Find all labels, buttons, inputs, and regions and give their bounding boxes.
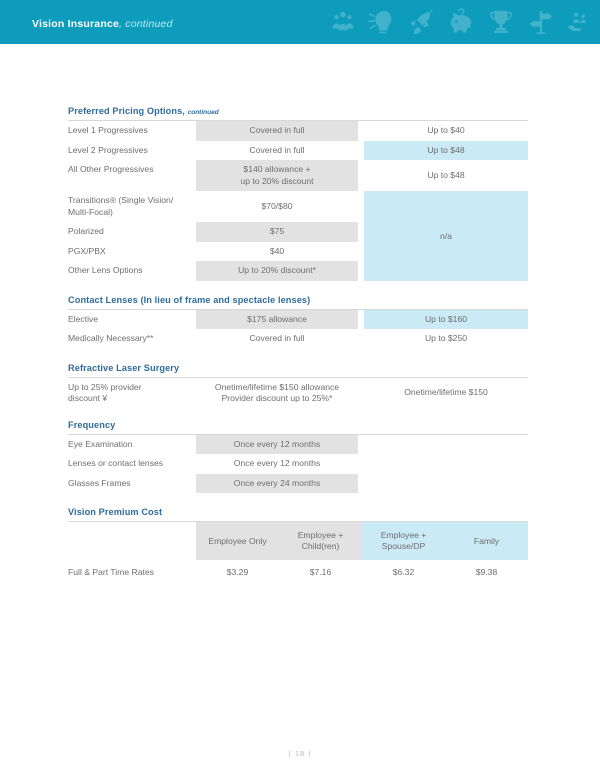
idea-head-icon bbox=[366, 7, 396, 37]
spacer bbox=[68, 493, 528, 507]
table-row bbox=[68, 141, 528, 161]
row-value-out-network: Up to $250 bbox=[424, 333, 468, 344]
row-value-out-network: Up to $48 bbox=[427, 169, 465, 180]
row-value-out-network: Up to $48 bbox=[364, 141, 528, 161]
row-value-line1: $140 allowance + bbox=[243, 164, 311, 175]
row-value-line1: Onetime/lifetime $150 allowance bbox=[214, 381, 340, 392]
col-header-line1: Employee + bbox=[380, 530, 427, 541]
row-value-in-network: Covered in full bbox=[249, 333, 305, 344]
section-heading-text: Preferred Pricing Options, bbox=[68, 106, 185, 116]
section-heading-continued: continued bbox=[187, 109, 219, 116]
row-value-out-network bbox=[364, 474, 528, 494]
premium-col-header-employee-only bbox=[196, 522, 279, 560]
table-row bbox=[68, 329, 528, 349]
content-area bbox=[68, 106, 528, 584]
table-row bbox=[68, 378, 528, 409]
row-label: Other Lens Options bbox=[68, 265, 143, 276]
spacer bbox=[68, 349, 528, 363]
section-heading-text: Refractive Laser Surgery bbox=[68, 362, 180, 373]
hand-people-icon bbox=[566, 9, 592, 35]
row-value-out-network: Up to $160 bbox=[364, 310, 528, 330]
row-value-in-network: Once every 12 months bbox=[196, 435, 358, 455]
premium-table-header-row bbox=[68, 522, 528, 560]
section-heading-vision-premium-cost bbox=[68, 507, 528, 522]
row-value-line2: Provider discount up to 25%* bbox=[221, 393, 333, 404]
row-label bbox=[68, 378, 196, 409]
row-value-out-network: Onetime/lifetime $150 bbox=[404, 387, 488, 398]
row-value-out-network bbox=[364, 454, 528, 474]
page-body bbox=[0, 44, 600, 776]
trophy-icon bbox=[486, 7, 516, 37]
table-row bbox=[68, 454, 528, 474]
row-label: Polarized bbox=[68, 226, 104, 237]
row-value-in-network: Once every 12 months bbox=[233, 458, 321, 469]
rocket-icon bbox=[406, 7, 436, 37]
row-value-in-network: Covered in full bbox=[249, 144, 305, 155]
section-heading-text: Contact Lenses (In lieu of frame and spectacle lenses) bbox=[68, 294, 311, 305]
premium-rate-employee-spouse: $6.32 bbox=[392, 567, 415, 578]
spacer bbox=[68, 281, 528, 295]
row-value-in-network: $40 bbox=[269, 245, 285, 256]
people-group-icon bbox=[330, 9, 356, 35]
row-label: Level 2 Progressives bbox=[68, 144, 148, 155]
table-row bbox=[68, 435, 528, 455]
row-value-in-network bbox=[196, 378, 358, 409]
piggy-bank-icon bbox=[446, 7, 476, 37]
spacer bbox=[68, 409, 528, 420]
section-heading-preferred-pricing bbox=[68, 106, 528, 121]
row-value-line2: up to 20% discount bbox=[240, 175, 314, 186]
row-value-in-network: $70/$80 bbox=[261, 200, 293, 211]
col-header-line1: Employee Only bbox=[208, 535, 267, 546]
merged-row-group bbox=[68, 191, 528, 281]
premium-rate-employee-children: $7.16 bbox=[309, 567, 332, 578]
row-value-out-network: Up to $40 bbox=[427, 125, 465, 135]
header-icon-strip bbox=[330, 0, 592, 44]
page-title bbox=[32, 18, 173, 30]
col-header-line2: Child(ren) bbox=[301, 541, 340, 552]
row-label-line2: Multi-Focal) bbox=[68, 206, 113, 217]
premium-row-label: Full & Part Time Rates bbox=[68, 567, 154, 578]
row-label-line1: Up to 25% provider bbox=[68, 381, 142, 392]
premium-col-header-employee-children bbox=[279, 522, 362, 560]
row-value-in-network: $75 bbox=[196, 222, 358, 242]
col-header-line1: Employee + bbox=[297, 530, 344, 541]
row-label: Level 1 Progressives bbox=[68, 125, 148, 135]
page-footer bbox=[0, 749, 600, 758]
premium-rate-employee-only: $3.29 bbox=[226, 567, 249, 578]
premium-col-header-employee-spouse bbox=[362, 522, 445, 560]
row-label: Eye Examination bbox=[68, 438, 133, 449]
row-value-in-network bbox=[196, 160, 358, 191]
row-label: Glasses Frames bbox=[68, 477, 131, 488]
table-row bbox=[68, 474, 528, 494]
col-header-line2: Spouse/DP bbox=[381, 541, 426, 552]
row-label-line2: discount ¥ bbox=[68, 393, 108, 404]
row-label-line1: Transitions® (Single Vision/ bbox=[68, 195, 174, 206]
premium-rate-family: $9.38 bbox=[475, 567, 498, 578]
row-value-in-network: Once every 24 months bbox=[196, 474, 358, 494]
premium-table-row bbox=[68, 560, 528, 584]
col-header-line1: Family bbox=[473, 535, 500, 546]
page-title-main: Vision Insurance bbox=[32, 18, 120, 30]
section-heading-frequency bbox=[68, 420, 528, 435]
page-title-continued: , continued bbox=[119, 18, 173, 30]
page-header-band bbox=[0, 0, 600, 44]
row-label: PGX/PBX bbox=[68, 245, 106, 256]
row-label: Medically Necessary** bbox=[68, 333, 154, 344]
merged-na-cell: n/a bbox=[364, 191, 528, 281]
table-row bbox=[68, 310, 528, 330]
table-row bbox=[68, 121, 528, 141]
page-number: | 18 | bbox=[288, 749, 312, 758]
row-label bbox=[68, 191, 196, 222]
row-value-in-network: Up to 20% discount* bbox=[196, 261, 358, 281]
section-heading-text: Vision Premium Cost bbox=[68, 507, 163, 518]
table-row bbox=[68, 160, 528, 191]
row-value-in-network: $175 allowance bbox=[196, 310, 358, 330]
premium-table-corner bbox=[68, 522, 196, 560]
row-label: All Other Progressives bbox=[68, 164, 154, 175]
row-value-in-network: Covered in full bbox=[196, 121, 358, 141]
row-value-out-network bbox=[364, 435, 528, 455]
premium-col-header-family bbox=[445, 522, 528, 560]
row-label: Lenses or contact lenses bbox=[68, 458, 164, 469]
section-heading-contact-lenses bbox=[68, 295, 528, 310]
section-heading-refractive-laser-surgery bbox=[68, 363, 528, 378]
section-heading-text: Frequency bbox=[68, 419, 116, 430]
signpost-icon bbox=[526, 7, 556, 37]
row-label: Elective bbox=[68, 313, 99, 324]
